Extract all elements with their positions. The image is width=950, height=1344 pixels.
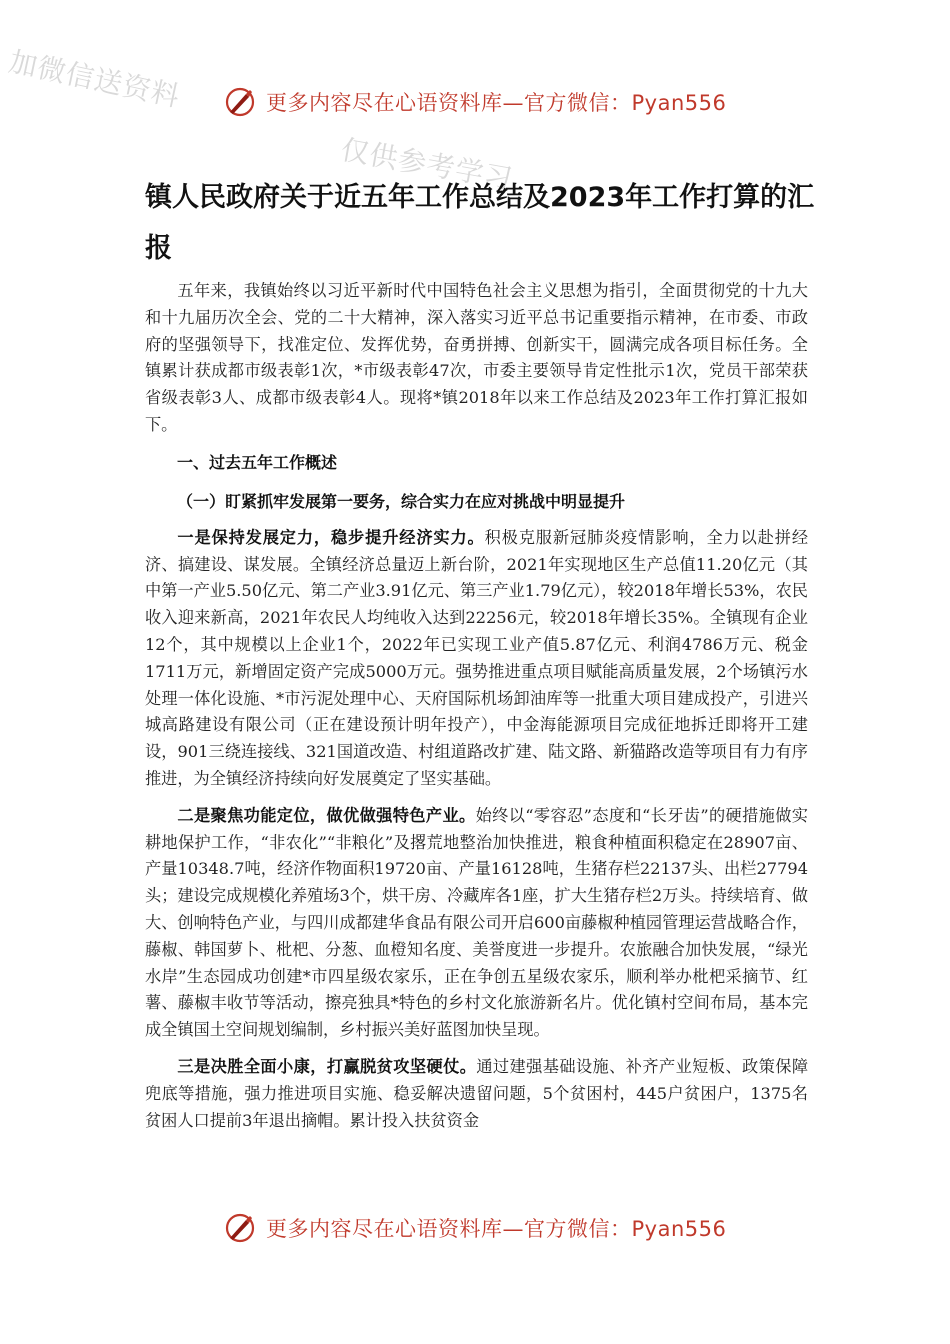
watermark-top-center: 仅供参考学习 (338, 132, 516, 196)
paragraph-lead: 一是保持发展定力，稳步提升经济实力。 (177, 527, 485, 547)
paragraph-text: 通过建强基础设施、补齐产业短板、政策保障兜底等措施，强力推进项目实施、稳妥解决遗留问题，5个贫困村，445户贫困户，1375名贫困人口提前3年退出摘帽。累计投入扶贫资金 (145, 1056, 809, 1130)
subsection-heading: （一）盯紧抓牢发展第一要务，综合实力在应对挑战中明显提升 (177, 491, 626, 511)
paragraph-lead: 二是聚焦功能定位，做优做强特色产业。 (177, 805, 476, 825)
footer-banner (224, 1208, 726, 1248)
watermark-top-left: 加微信送资料 (6, 44, 184, 114)
document-title: 镇人民政府关于近五年工作总结及2023年工作打算的汇报 (145, 182, 815, 264)
pen-logo-icon (224, 1212, 256, 1244)
paragraph-text: 始终以“零容忍”态度和“长牙齿”的硬措施做实耕地保护工作，“非农化”“非粮化”及撂荒地整治加快推进，粮食种植面积稳定在28907亩、产量10348.7吨，经济作物面积19720亩、产量16128吨，生猪存栏22137头、出栏27794头；建设完成规模化养殖场3个，烘干房、冷藏库各1座，扩大生猪存栏2万头。持续培育、做大、创响特色产业，与四川成都建华食品有限公司开启600亩藤椒种植园管理运营战略合作，藤椒、韩国萝卜、枇杷、分葱、血橙知名度、美誉度进一步提升。农旅融合加快发展，“绿光水岸”生态园成功创建*市四星级农家乐，正在争创五星级农家乐，顺利举办枇杷采摘节、红薯、藤椒丰收节等活动，擦亮独具*特色的乡村文化旅游新名片。优化镇村空间布局，基本完成全镇国土空间规划编制，乡村振兴美好蓝图加快呈现。 (145, 805, 808, 1040)
intro-paragraph: 五年来，我镇始终以习近平新时代中国特色社会主义思想为指引，全面贯彻党的十九大和十九届历次全会、党的二十大精神，深入落实习近平总书记重要指示精神，在市委、市政府的坚强领导下，找准定位、发挥优势，奋勇拼搏、创新实干，圆满完成各项目标任务。全镇累计获成都市级表彰1次，*市级表彰47次，市委主要领导肯定性批示1次，党员干部荣获省级表彰3人、成都市级表彰4人。现将*镇2018年以来工作总结及2023年工作打算汇报如下。 (145, 281, 808, 434)
section-heading: 一、过去五年工作概述 (177, 452, 338, 472)
body-paragraph-2 (145, 803, 808, 1044)
body-paragraph-1 (145, 525, 808, 793)
header-banner (224, 82, 726, 122)
body-paragraph-3 (145, 1054, 808, 1134)
pen-logo-icon (224, 86, 256, 118)
banner-text: 更多内容尽在心语资料库—官方微信：Pyan556 (266, 91, 727, 115)
paragraph-text: 积极克服新冠肺炎疫情影响，全力以赴拼经济、搞建设、谋发展。全镇经济总量迈上新台阶，2021年实现地区生产总值11.20亿元（其中第一产业5.50亿元、第二产业3.91亿元、第三产业1.79亿元），较2018年增长53%，农民收入迎来新高，2021年农民人均纯收入达到22256元，较2018年增长35%。全镇现有企业12个，其中规模以上企业1个，2022年已实现工业产值5.87亿元、利润4786万元、税金1711万元，新增固定资产完成5000万元。强势推进重点项目赋能高质量发展，2个场镇污水处理一体化设施、*市污泥处理中心、天府国际机场卸油库等一批重大项目建成投产，引进兴城高路建设有限公司（正在建设预计明年投产），中金海能源项目完成征地拆迁即将开工建设，901三绕连接线、321国道改造、村组道路改扩建、陆文路、新猫路改造等项目有力有序推进，为全镇经济持续向好发展奠定了坚实基础。 (145, 527, 809, 788)
document-body (145, 278, 808, 1144)
banner-text: 更多内容尽在心语资料库—官方微信：Pyan556 (266, 1217, 727, 1241)
paragraph-lead: 三是决胜全面小康，打赢脱贫攻坚硬仗。 (177, 1056, 477, 1076)
